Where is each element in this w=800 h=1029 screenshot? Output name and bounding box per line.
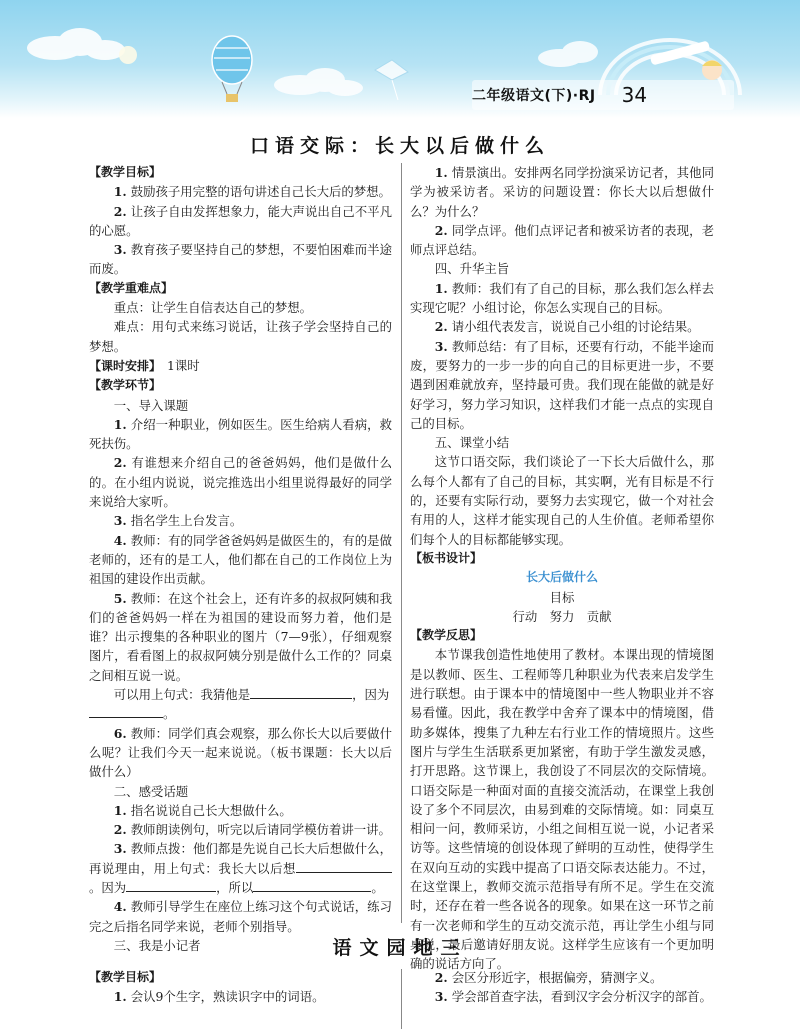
section-heading: 【教学重难点】: [89, 280, 174, 295]
paragraph: 二、感受话题: [113, 783, 189, 799]
grade-label: 二年级语文(下)·RJ: [472, 88, 596, 104]
board-title: 长大后做什么: [525, 570, 598, 585]
numbered-item: [410, 279, 714, 318]
numbered-item: [89, 820, 392, 839]
numbered-item: [410, 221, 714, 260]
section-heading: 【教学目标】: [89, 165, 162, 179]
item-text: 教育孩子要坚持自己的梦想，不要怕困难而半途而废。: [89, 242, 392, 277]
item-number: 2.: [113, 822, 127, 838]
numbered-item: [89, 801, 392, 820]
fill-in-blank: [126, 878, 216, 892]
item-number: 2.: [434, 222, 448, 238]
item-text: 教师：我们有了自己的目标，那么我们怎么样去实现它呢？小组讨论，你怎么实现自己的目标。: [410, 280, 714, 316]
item-text: 学会部首查字法，看到汉字会分析汉字的部首。: [451, 989, 712, 1005]
cloud-icon: [27, 28, 125, 60]
section-title: 语文园地三: [332, 937, 468, 959]
sentence-pattern: [89, 685, 392, 724]
bottom-left-column: [89, 968, 392, 1007]
paragraph: 本节课我创造性地使用了教材。本课出现的情境图是以教师、医生、工程师等几种职业为代表来启发学生进行联想。由于课本中的情境图中一些人物职业并不容易看懂。因此，我在教学中舍弃了课本中的情境图，借助多媒体，搜集了九种左右行业工作的情境照片。这些图片与学生生活联系更加紧密，有助于学生激发灵感，打开思路。这节课上，我创设了不同层次的交际情境。口语交际是一种面对面的直接交流活动，在课堂上我创设了多个不同层次，由易到难的交际情境。如：同桌互相问一问，教师采访，小组之间相互说一说，小记者采访等。这些情境的创设体现了鲜明的互动性，使得学生在双向互动的实践中提高了口语交际表达能力。不过，在这堂课上，教师交流示范指导有所不足。学生在交流时，还存在着一些各说各的现象。如果在这一环节之前有一次老师和学生的互动交流示范，再让学生小组与同桌说，最后邀请好朋友说。这样学生应该有一个更加明确的说话方向了。: [410, 647, 714, 972]
numbered-item: [410, 337, 714, 433]
numbered-item: [89, 453, 392, 511]
item-text: 会认9个生字，熟读识字中的词语。: [130, 989, 325, 1005]
paragraph: 一、导入课题: [113, 397, 189, 413]
board-line: 行动 努力 贡献: [512, 608, 612, 624]
paragraph: 四、升华主旨: [434, 261, 510, 277]
item-number: 2.: [113, 455, 127, 471]
fill-in-blank: [253, 878, 333, 892]
paragraph: 重点：让学生自信表达自己的梦想。: [113, 300, 313, 316]
item-text: 同学点评。他们点评记者和被采访者的表现，老师点评总结。: [410, 222, 714, 258]
item-text: 会区分形近字，根据偏旁，猜测字义。: [451, 970, 663, 985]
grade-label-box: [472, 80, 734, 110]
paragraph: 这节口语交际，我们谈论了一下长大后做什么，那么每个人都有了自己的目标，其实啊，光有目标是不行的，还要有实际行动，要努力去实现它，做一个对社会有用的人，这样才能实现自己的人生价值。老师希望你们每个人的目标都能够实现。: [410, 454, 714, 547]
fill-in-blank: [296, 859, 356, 873]
section-heading: 【板书设计】: [410, 550, 483, 565]
section-heading: 【教学反思】: [410, 628, 483, 643]
pattern-text: ，因为: [352, 687, 390, 703]
right-column: [410, 163, 714, 973]
item-text: 教师总结：有了目标，还要有行动，不能半途而废，要努力的一步一步的向自己的目标更进一步，不要遇到困难就放弃，坚持最可贵。我们现在能做的就是好好学习，努力学习知识，这样我们才能一点点的实现自己的目标。: [410, 338, 714, 431]
item-number: 2.: [434, 970, 448, 985]
item-number: 3.: [434, 338, 448, 354]
item-text: 教师朗读例句，听完以后请同学模仿着讲一讲。: [130, 822, 391, 838]
page-number: 34: [621, 83, 648, 107]
item-number: 1.: [113, 184, 127, 200]
item-text: 鼓励孩子用完整的语句讲述自己长大后的梦想。: [130, 184, 391, 200]
item-number: 3.: [113, 513, 127, 529]
item-number: 4.: [113, 532, 127, 548]
pattern-text: 。: [163, 706, 176, 722]
pattern-text: ，所以: [216, 879, 254, 895]
item-number: 5.: [113, 590, 127, 606]
lesson-title: 口语交际：长大以后做什么: [249, 135, 550, 157]
heading-label: 【课时安排】: [89, 358, 162, 373]
numbered-item: [89, 415, 392, 454]
item-text: 教师引导学生在座位上练习这个句式说话，练习完之后指名同学来说，老师个别指导。: [89, 899, 392, 934]
numbered-item: [89, 589, 392, 685]
item-number: 1.: [434, 165, 448, 180]
kite-icon: [375, 60, 408, 100]
numbered-item: [89, 897, 392, 936]
pattern-text: 。因为: [89, 879, 127, 895]
numbered-item: [89, 240, 392, 279]
numbered-item: [410, 987, 714, 1006]
item-text: 教师：有的同学爸爸妈妈是做医生的，有的是做老师的，还有的是工人，他们都在自己的工作岗位上为祖国的建设作出贡献。: [89, 532, 392, 587]
item-text: 有谁想来介绍自己的爸爸妈妈，他们是做什么的。在小组内说说，说完推选出小组里说得最好的同学来说给大家听。: [89, 455, 392, 510]
item-text: 教师：在这个社会上，还有许多的叔叔阿姨和我们的爸爸妈妈一样在为祖国的建设而努力着，他们是谁？出示搜集的各种职业的图片（7—9张），仔细观察图片，看看图上的叔叔阿姨分别是做什么工作的？同桌之间相互说一说。: [89, 590, 392, 683]
section-heading: 【教学环节】: [89, 378, 162, 393]
fill-in-blank: [250, 685, 352, 699]
header-banner: [0, 0, 800, 118]
numbered-item: [89, 511, 392, 530]
numbered-item: [89, 839, 392, 897]
item-number: 6.: [113, 725, 127, 741]
item-number: 1.: [113, 416, 127, 432]
item-text: 指名学生上台发言。: [130, 513, 243, 529]
item-text: 指名说说自己长大想做什么。: [130, 802, 292, 818]
item-text: 介绍一种职业，例如医生。医生给病人看病，救死扶伤。: [89, 416, 392, 452]
numbered-item: [89, 531, 392, 589]
paragraph: 难点：用句式来练习说话，让孩子学会坚持自己的梦想。: [89, 319, 392, 354]
section-heading: 【教学目标】: [89, 970, 162, 984]
fill-in-blank: [333, 878, 371, 892]
paragraph: 三、我是小记者: [113, 937, 201, 953]
numbered-item: [89, 987, 392, 1006]
item-text: 让孩子自由发挥想象力，能大声说出自己不平凡的心愿。: [89, 203, 392, 238]
item-number: 4.: [113, 899, 127, 915]
numbered-item: [410, 968, 714, 987]
numbered-item: [89, 202, 392, 241]
paragraph: 五、课堂小结: [434, 435, 510, 451]
item-number: 3.: [113, 242, 127, 258]
numbered-item: [89, 724, 392, 782]
item-number: 3.: [113, 841, 127, 857]
item-number: 3.: [434, 989, 448, 1005]
column-divider: [401, 163, 402, 923]
heading-value: 1课时: [167, 357, 200, 373]
item-number: 1.: [434, 280, 448, 296]
fill-in-blank: [356, 859, 392, 873]
numbered-item: [89, 182, 392, 201]
left-column: [89, 163, 392, 955]
item-text: 请小组代表发言，说说自己小组的讨论结果。: [451, 319, 700, 335]
fill-in-blank: [89, 704, 163, 718]
item-number: 1.: [113, 989, 127, 1005]
pattern-text: 可以用上句式：我猜他是: [113, 687, 251, 703]
board-line: 目标: [549, 589, 575, 605]
item-number: 2.: [113, 203, 127, 219]
pattern-text: 。: [371, 879, 384, 895]
bottom-right-column: [410, 968, 714, 1007]
item-text: 情景演出。安排两名同学扮演采访记者，其他同学为被采访者。采访的问题设置：你长大以后想做什么？为什么？: [410, 165, 714, 219]
item-text: 教师：同学们真会观察，那么你长大以后要做什么呢？让我们今天一起来说说。（板书课题：长大以后做什么）: [89, 725, 392, 780]
column-divider: [401, 969, 402, 1029]
item-number: 2.: [434, 319, 448, 335]
numbered-item: [410, 317, 714, 336]
hot-air-balloon-icon: [212, 36, 252, 102]
item-number: 1.: [113, 802, 127, 818]
section-heading: [89, 356, 392, 376]
board-design: [410, 568, 714, 626]
numbered-item: [410, 163, 714, 221]
item-text: 教师点拨：他们都是先说自己长大后想做什么，再说理由，用上句式：我长大以后想: [89, 841, 392, 876]
